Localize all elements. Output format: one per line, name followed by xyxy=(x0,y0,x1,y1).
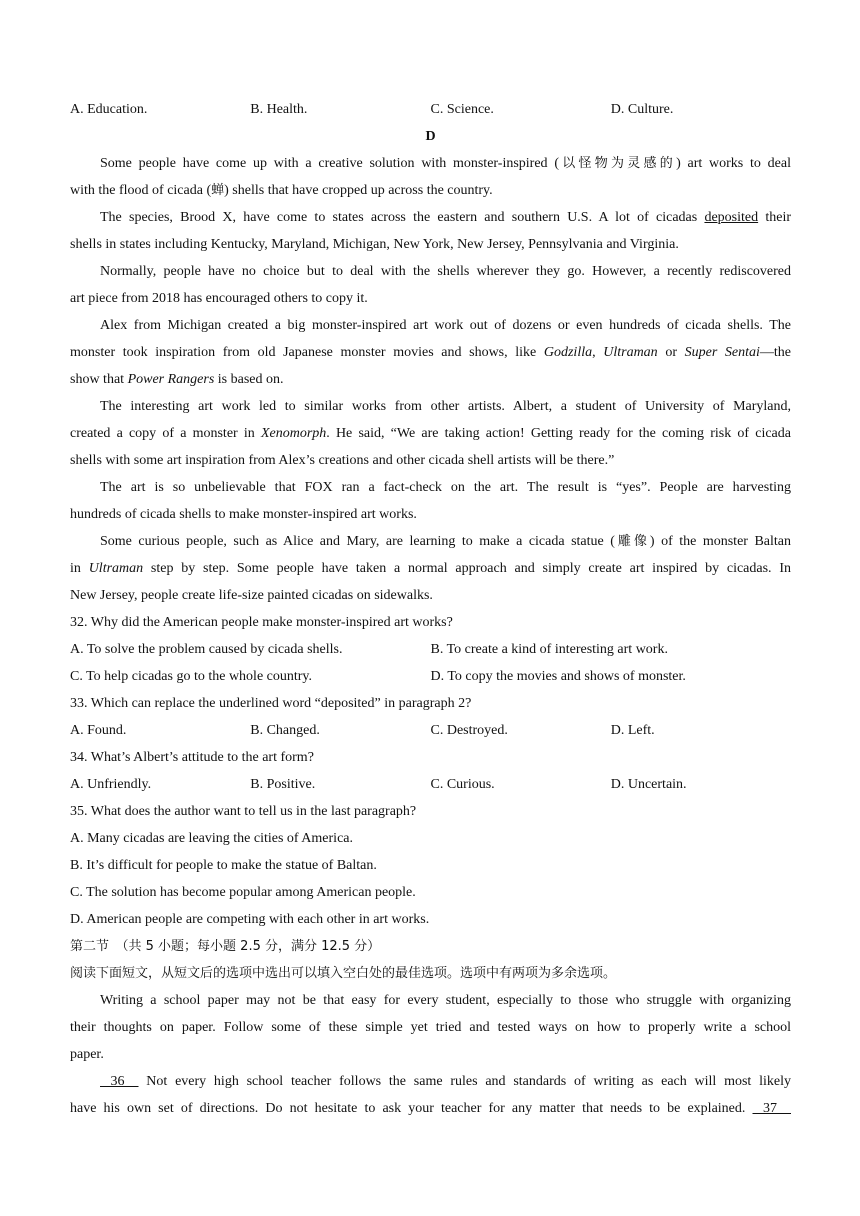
option-c[interactable]: C. The solution has become popular among American people. xyxy=(70,885,416,900)
section-heading: 第二节 （共 5 小题；每小题 2.5 分，满分 12.5 分） xyxy=(70,939,381,954)
option-a[interactable]: A. Education. xyxy=(70,102,148,117)
option-b[interactable]: B. Positive. xyxy=(250,777,316,792)
q35-stem: 35. What does the author want to tell us in the last paragraph? xyxy=(70,804,417,819)
option-d[interactable]: D. To copy the movies and shows of monster. xyxy=(430,669,686,684)
option-c[interactable]: C. To help cicadas go to the whole country. xyxy=(70,669,313,684)
q32-stem: 32. Why did the American people make monster-inspired art works? xyxy=(70,615,453,630)
passage-p5-line1: The interesting art work led to similar works from other artists. Albert, a student of University of Maryland, xyxy=(100,399,791,414)
option-d[interactable]: D. American people are competing with each other in art works. xyxy=(70,912,430,927)
exam-page xyxy=(70,96,791,1122)
passage-p4-line1: Alex from Michigan created a big monster-inspired art work out of dozens or even hundreds of cicada shells. The xyxy=(100,318,791,333)
q31-options xyxy=(70,96,791,123)
underlined-word: deposited xyxy=(704,210,759,225)
passage-p6-line1: The art is so unbelievable that FOX ran a fact-check on the art. The result is “yes”. People are harvesting xyxy=(100,480,791,495)
option-c[interactable]: C. Science. xyxy=(430,102,494,117)
option-b[interactable]: B. It’s difficult for people to make the statue of Baltan. xyxy=(70,858,377,873)
passage-p4-line2: monster took inspiration from old Japanese monster movies and shows, like Godzilla, Ultraman or Super Sentai—the xyxy=(70,345,791,360)
option-a[interactable]: A. Unfriendly. xyxy=(70,777,152,792)
option-a[interactable]: A. Many cicadas are leaving the cities of America. xyxy=(70,831,353,846)
q33-options xyxy=(70,717,791,744)
option-a[interactable]: A. Found. xyxy=(70,723,127,738)
option-c[interactable]: C. Destroyed. xyxy=(430,723,508,738)
passage-p7-line2: in Ultraman step by step. Some people have taken a normal approach and simply create art inspired by cicadas. In xyxy=(70,561,791,576)
q33-stem: 33. Which can replace the underlined word “deposited” in paragraph 2? xyxy=(70,696,472,711)
passage-p2-line2: shells in states including Kentucky, Maryland, Michigan, New York, New Jersey, Pennsylvania and Virginia. xyxy=(70,237,679,252)
option-a[interactable]: A. To solve the problem caused by cicada shells. xyxy=(70,642,343,657)
option-d[interactable]: D. Uncertain. xyxy=(610,777,687,792)
passage2-p2-line2: have his own set of directions. Do not hesitate to ask your teacher for any matter that needs to be explained. 37 xyxy=(70,1095,791,1122)
option-b[interactable]: B. To create a kind of interesting art work. xyxy=(430,642,668,657)
option-b[interactable]: B. Changed. xyxy=(250,723,320,738)
q32-options-row1 xyxy=(70,636,791,663)
passage-p1-line2: with the flood of cicada (蝉) shells that have cropped up across the country. xyxy=(70,183,493,198)
passage2-p1-line3: paper. xyxy=(70,1047,104,1062)
passage2-p1-line2: their thoughts on paper. Follow some of these simple yet tried and tested ways on how to properly write a school xyxy=(70,1020,791,1035)
option-c[interactable]: C. Curious. xyxy=(430,777,495,792)
blank-36[interactable]: 36 xyxy=(100,1074,139,1089)
passage-p6-line2: hundreds of cicada shells to make monster-inspired art works. xyxy=(70,507,417,522)
passage-p3-line1: Normally, people have no choice but to deal with the shells wherever they go. However, a recently rediscovered xyxy=(100,264,791,279)
passage-p2-line1: The species, Brood X, have come to states across the eastern and southern U.S. A lot of cicadas deposited their xyxy=(100,210,791,225)
passage2-p2-line1: 36 Not every high school teacher follows the same rules and standards of writing as each will most likely xyxy=(70,1068,791,1095)
option-d[interactable]: D. Left. xyxy=(610,723,655,738)
passage-p1-line1: Some people have come up with a creative solution with monster-inspired (以怪物为灵感的) art works to deal xyxy=(100,156,791,171)
q34-options xyxy=(70,771,791,798)
section-d-title: D xyxy=(425,129,436,144)
passage-p3-line2: art piece from 2018 has encouraged others to copy it. xyxy=(70,291,368,306)
q32-options-row2 xyxy=(70,663,791,690)
passage2-p1-line1: Writing a school paper may not be that easy for every student, especially to those who struggle with organizing xyxy=(100,993,791,1008)
passage-p7-line1: Some curious people, such as Alice and Mary, are learning to make a cicada statue (雕像) of the monster Baltan xyxy=(100,534,791,549)
q34-stem: 34. What’s Albert’s attitude to the art form? xyxy=(70,750,314,765)
passage-p4-line3: show that Power Rangers is based on. xyxy=(70,372,284,387)
passage-p5-line3: shells with some art inspiration from Alex’s creations and other cicada shell artists will be there.” xyxy=(70,453,615,468)
section-instruction: 阅读下面短文，从短文后的选项中选出可以填入空白处的最佳选项。选项中有两项为多余选项。 xyxy=(70,966,617,981)
option-d[interactable]: D. Culture. xyxy=(610,102,674,117)
option-b[interactable]: B. Health. xyxy=(250,102,308,117)
passage-p7-line3: New Jersey, people create life-size painted cicadas on sidewalks. xyxy=(70,588,433,603)
passage-p5-line2: created a copy of a monster in Xenomorph. He said, “We are taking action! Getting ready for the coming risk of cicada xyxy=(70,426,791,441)
blank-37[interactable]: 37 xyxy=(752,1101,791,1116)
